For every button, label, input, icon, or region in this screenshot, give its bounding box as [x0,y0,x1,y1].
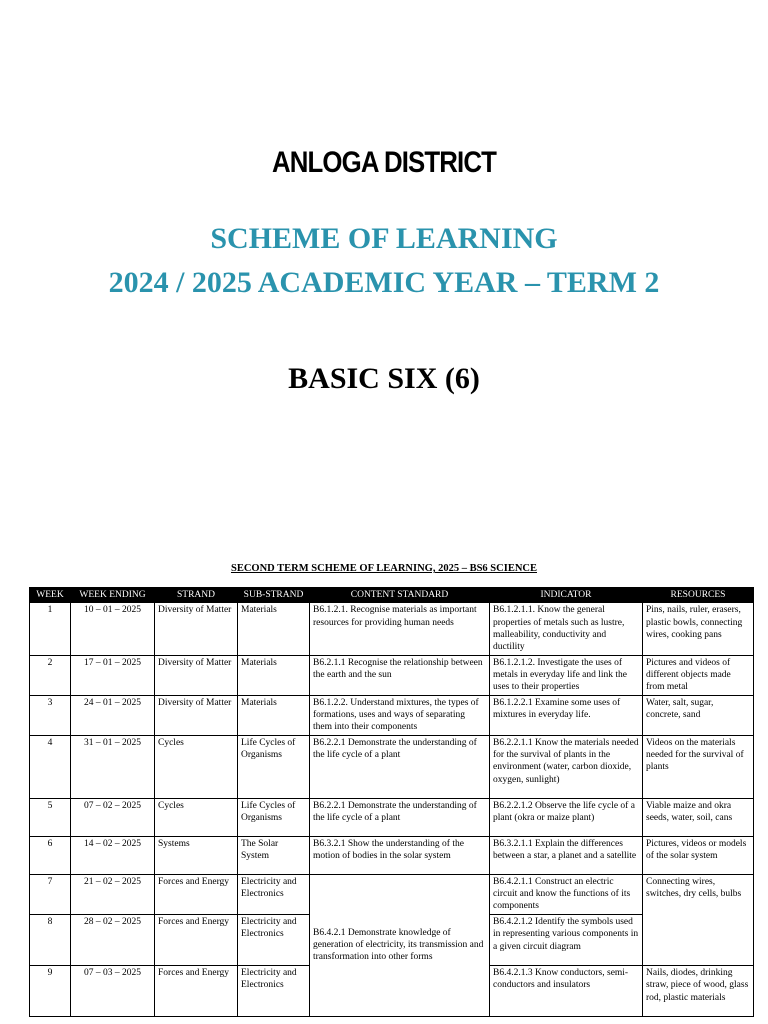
week-cell: 5 [30,798,71,836]
resources-cell: Viable maize and okra seeds, water, soil, cans [643,798,754,836]
header-indicator: INDICATOR [490,588,643,603]
scheme-table [29,587,754,1017]
table-header-row [30,588,754,603]
week-ending-cell: 31 – 01 – 2025 [71,735,155,798]
sub-strand-cell: Materials [238,655,310,695]
week-cell: 1 [30,603,71,655]
content-standard-cell: B6.4.2.1 Demonstrate knowledge of generation of electricity, its transmission and transformation into other forms [310,874,490,1016]
strand-cell: Diversity of Matter [155,655,238,695]
strand-cell: Forces and Energy [155,914,238,965]
indicator-cell: B6.4.2.1.2 Identify the symbols used in representing various components in a given circuit diagram [490,914,643,965]
indicator-cell: B6.4.2.1.1 Construct an electric circuit and know the functions of its components [490,874,643,914]
header-sub-strand: SUB-STRAND [238,588,310,603]
week-cell: 4 [30,735,71,798]
academic-year-title: 2024 / 2025 ACADEMIC YEAR – TERM 2 [108,266,660,299]
resources-cell: Pictures, videos or models of the solar system [643,836,754,874]
week-ending-cell: 24 – 01 – 2025 [71,695,155,735]
header-strand: STRAND [155,588,238,603]
strand-cell: Diversity of Matter [155,603,238,655]
table-row [30,836,754,874]
sub-strand-cell: Life Cycles of Organisms [238,735,310,798]
week-ending-cell: 07 – 02 – 2025 [71,798,155,836]
indicator-cell: B6.2.2.1.1 Know the materials needed for the survival of plants in the environment (water, carbon dioxide, oxygen, sunlight) [490,735,643,798]
indicator-cell: B6.4.2.1.3 Know conductors, semi-conductors and insulators [490,965,643,1016]
resources-cell: Water, salt, sugar, concrete, sand [643,695,754,735]
scheme-title: SCHEME OF LEARNING [210,222,558,255]
week-cell: 8 [30,914,71,965]
table-row [30,655,754,695]
strand-cell: Forces and Energy [155,874,238,914]
week-ending-cell: 07 – 03 – 2025 [71,965,155,1016]
week-ending-cell: 17 – 01 – 2025 [71,655,155,695]
content-standard-cell: B6.2.2.1 Demonstrate the understanding of the life cycle of a plant [310,735,490,798]
sub-strand-cell: The Solar System [238,836,310,874]
content-standard-cell: B6.3.2.1 Show the understanding of the motion of bodies in the solar system [310,836,490,874]
sub-strand-cell: Electricity and Electronics [238,965,310,1016]
strand-cell: Cycles [155,735,238,798]
table-row [30,798,754,836]
indicator-cell: B6.3.2.1.1 Explain the differences between a star, a planet and a satellite [490,836,643,874]
week-cell: 3 [30,695,71,735]
content-standard-cell: B6.1.2.2. Understand mixtures, the types of formations, uses and ways of separating them into their components [310,695,490,735]
week-cell: 7 [30,874,71,914]
sub-strand-cell: Life Cycles of Organisms [238,798,310,836]
sub-strand-cell: Electricity and Electronics [238,914,310,965]
strand-cell: Systems [155,836,238,874]
table-row [30,735,754,798]
header-week-ending: WEEK ENDING [71,588,155,603]
strand-cell: Cycles [155,798,238,836]
indicator-cell: B6.1.2.1.1. Know the general properties of metals such as lustre, malleability, conductivity and ductility [490,603,643,655]
indicator-cell: B6.2.2.1.2 Observe the life cycle of a plant (okra or maize plant) [490,798,643,836]
header-week: WEEK [30,588,71,603]
table-row [30,695,754,735]
week-cell: 6 [30,836,71,874]
resources-cell: Videos on the materials needed for the survival of plants [643,735,754,798]
week-ending-cell: 21 – 02 – 2025 [71,874,155,914]
resources-cell: Pins, nails, ruler, erasers, plastic bowls, connecting wires, cooking pans [643,603,754,655]
week-cell: 2 [30,655,71,695]
table-caption: SECOND TERM SCHEME OF LEARNING, 2025 – BS6 SCIENCE [230,563,537,574]
content-standard-cell: B6.1.2.1. Recognise materials as important resources for providing human needs [310,603,490,655]
table-row [30,603,754,655]
sub-strand-cell: Electricity and Electronics [238,874,310,914]
sub-strand-cell: Materials [238,603,310,655]
district-heading: ANLOGA DISTRICT [271,146,497,179]
header-content-standard: CONTENT STANDARD [310,588,490,603]
indicator-cell: B6.1.2.1.2. Investigate the uses of metals in everyday life and link the uses to their properties [490,655,643,695]
content-standard-cell: B6.2.2.1 Demonstrate the understanding of the life cycle of a plant [310,798,490,836]
resources-cell: Nails, diodes, drinking straw, piece of wood, glass rod, plastic materials [643,965,754,1016]
strand-cell: Diversity of Matter [155,695,238,735]
resources-cell: Pictures and videos of different objects made from metal [643,655,754,695]
week-ending-cell: 14 – 02 – 2025 [71,836,155,874]
content-standard-cell: B6.2.1.1 Recognise the relationship between the earth and the sun [310,655,490,695]
table-row [30,874,754,914]
week-cell: 9 [30,965,71,1016]
week-ending-cell: 10 – 01 – 2025 [71,603,155,655]
strand-cell: Forces and Energy [155,965,238,1016]
indicator-cell: B6.1.2.2.1 Examine some uses of mixtures in everyday life. [490,695,643,735]
header-resources: RESOURCES [643,588,754,603]
resources-cell: Connecting wires, switches, dry cells, bulbs [643,874,754,965]
week-ending-cell: 28 – 02 – 2025 [71,914,155,965]
class-heading: BASIC SIX (6) [288,362,480,395]
sub-strand-cell: Materials [238,695,310,735]
